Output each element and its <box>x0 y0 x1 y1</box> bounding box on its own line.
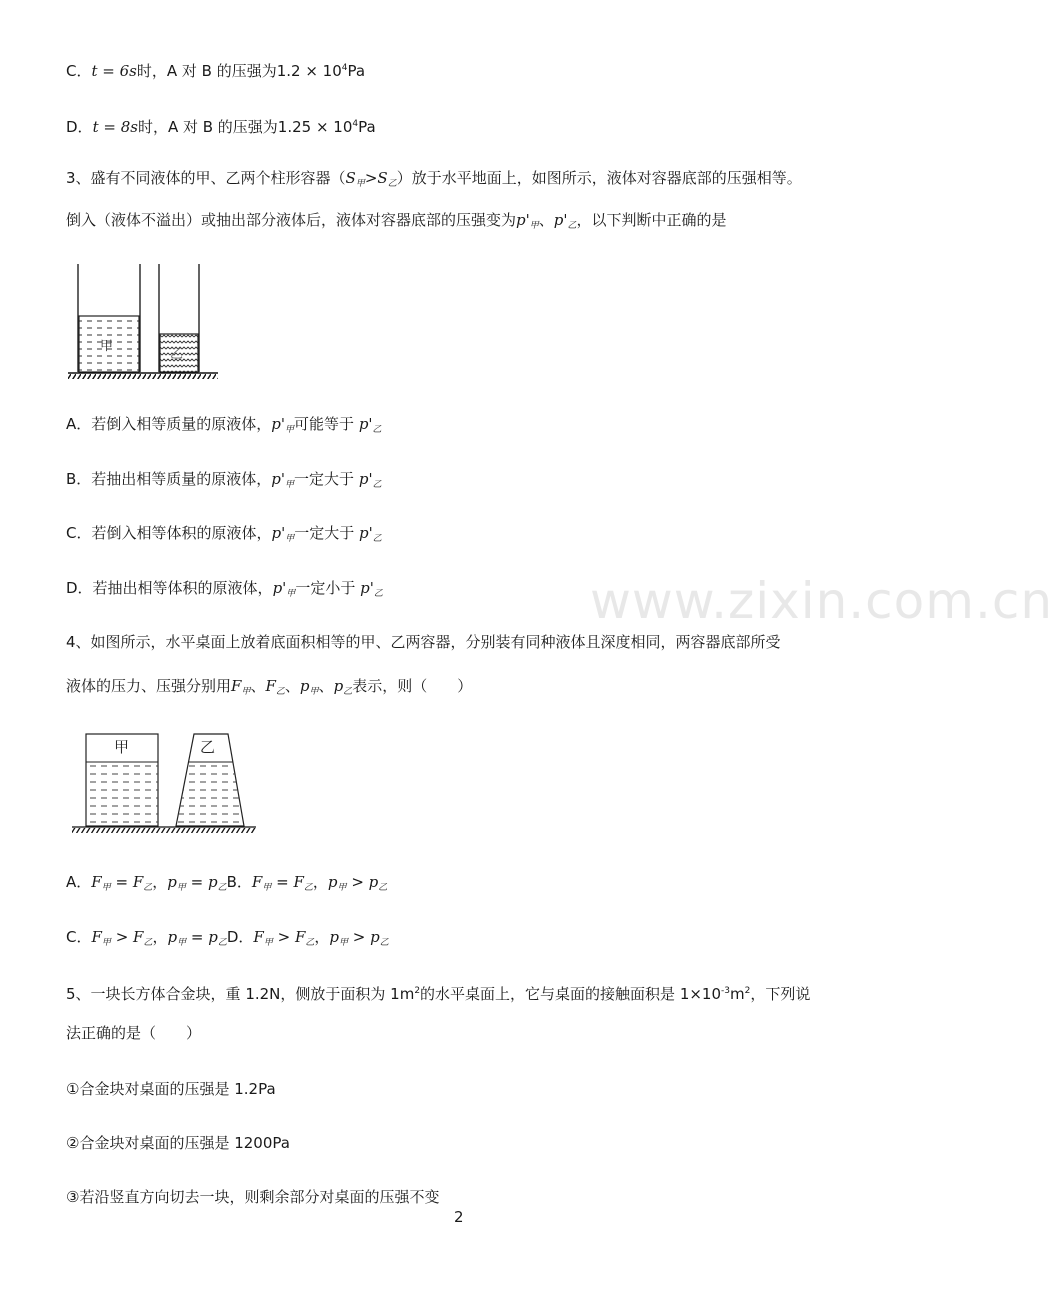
q5-stem-line1: 5、一块长方体合金块，重 1.2N，侧放于面积为 $1m^2$的水平桌面上，它与桌面的接触面积是 $1\times 10^{-3}m^2$，下列说 <box>66 985 811 1003</box>
q3-fig-label-jia: 甲 <box>100 339 114 354</box>
q4-stem-line1: 4、如图所示，水平桌面上放着底面积相等的甲、乙两容器，分别装有同种液体且深度相同，两容器底部所受 <box>66 633 781 651</box>
page-number: 2 <box>454 1208 464 1226</box>
q4-stem-line2: 液体的压力、压强分别用$F_甲$、$F_乙$、$p_甲$、$p_乙$表示，则（ ） <box>66 677 473 697</box>
q4-fig-label-jia: 甲 <box>114 738 130 756</box>
watermark: www.zixin.com.cn <box>590 572 1053 630</box>
q5-stem-line2: 法正确的是（ ） <box>66 1024 202 1042</box>
q3-option-c: C．若倒入相等体积的原液体，$p'_甲$一定大于 $p'_乙$ <box>66 524 382 544</box>
q4-figure <box>66 730 262 838</box>
q3-option-a: A．若倒入相等质量的原液体，$p'_甲$可能等于 $p'_乙$ <box>66 415 382 435</box>
q4-options-cd: C．$F_甲 > F_乙$，$p_甲 = p_乙D$．$F_甲 > F_乙$，$p_甲 > p_乙$ <box>66 928 389 948</box>
q5-option-1: ①合金块对桌面的压强是 1.2Pa <box>66 1080 276 1098</box>
q3-option-d: D．若抽出相等体积的原液体，$p'_甲$一定小于 $p'_乙$ <box>66 579 383 599</box>
q5-option-3: ③若沿竖直方向切去一块，则剩余部分对桌面的压强不变 <box>66 1188 440 1206</box>
q4-fig-label-yi: 乙 <box>200 738 216 756</box>
q4-options-ab: A．$F_甲 = F_乙$，$p_甲 = p_乙B$．$F_甲 = F_乙$，$p_甲 > p_乙$ <box>66 873 388 893</box>
q5-option-2: ②合金块对桌面的压强是 1200Pa <box>66 1134 290 1152</box>
q3-figure <box>66 262 222 382</box>
q3-stem-line1: 3、盛有不同液体的甲、乙两个柱形容器$(S_甲>S_乙)$放于水平地面上，如图所示，液体对容器底部的压强相等。 <box>66 169 802 189</box>
q2-option-c: C．t = 6s时，A 对 B 的压强为$1.2 \times 10^4Pa$ <box>66 62 366 80</box>
q2-option-d: D．t = 8s时，A 对 B 的压强为$1.25 \times 10^4Pa$ <box>66 118 376 136</box>
q3-stem-line2: 倒入（液体不溢出）或抽出部分液体后，液体对容器底部的压强变为$p'_甲$、$p'_乙$，以下判断中正确的是 <box>66 211 727 231</box>
q3-fig-label-yi: 乙 <box>170 347 184 362</box>
q3-option-b: B．若抽出相等质量的原液体，$p'_甲$一定大于 $p'_乙$ <box>66 470 382 490</box>
